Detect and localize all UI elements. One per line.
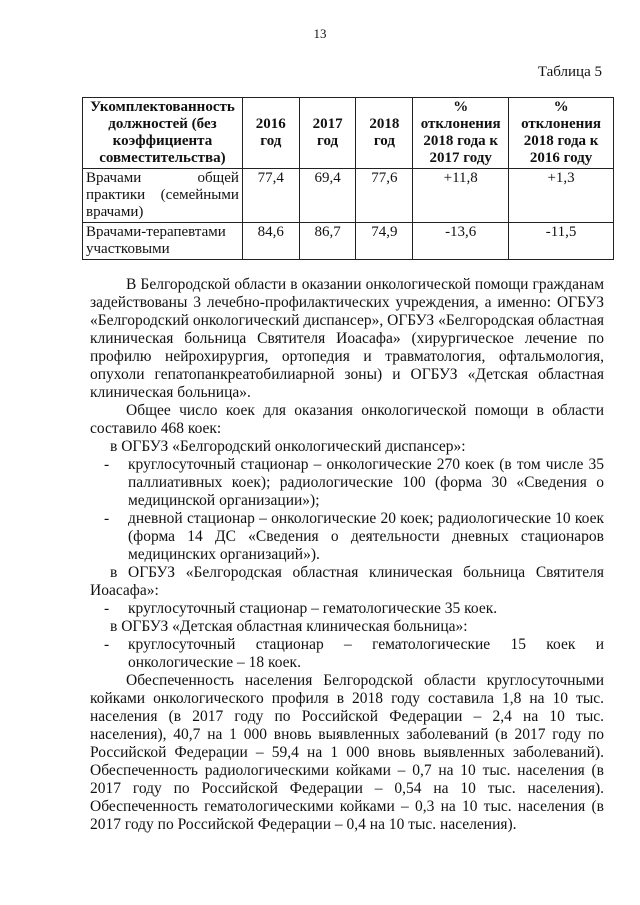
header-cell-2018: 2018 год bbox=[356, 98, 413, 169]
list-item-text: круглосуточный стационар – гематологические 15 коек и онкологические – 18 коек. bbox=[128, 636, 604, 671]
table-cell: 69,4 bbox=[299, 169, 356, 223]
header-cell-deviation-2017: % отклонения 2018 года к 2017 году bbox=[413, 98, 509, 169]
list-item bbox=[90, 636, 604, 672]
list-item bbox=[90, 600, 604, 618]
table-row bbox=[83, 169, 614, 223]
list-item-text: дневной стационар – онкологические 20 коек; радиологические 10 коек (форма 14 ДС «Сведения о деятельности дневных стационаров медицинских организаций»). bbox=[128, 510, 604, 563]
body-text bbox=[90, 276, 604, 834]
table-cell: 84,6 bbox=[242, 223, 299, 260]
table-cell: -13,6 bbox=[413, 223, 509, 260]
table-caption: Таблица 5 bbox=[537, 64, 602, 80]
list-dash: - bbox=[104, 600, 110, 617]
page-number: 13 bbox=[313, 26, 327, 41]
org-heading-childrens-hospital: в ОГБУЗ «Детская областная клиническая больница»: bbox=[110, 618, 468, 635]
header-cell-position: Укомплектованность должностей (без коэффициента совместительства) bbox=[83, 98, 243, 169]
org-heading-regional-hospital: в ОГБУЗ «Белгородская областная клиническая больница Святителя Иоасафа»: bbox=[90, 564, 604, 599]
list-item bbox=[90, 456, 604, 510]
paragraph-total-beds: Общее число коек для оказания онкологической помощи в области составило 468 коек: bbox=[90, 402, 604, 437]
table-cell-label: Врачами общей практики (семейными врачами) bbox=[83, 169, 243, 223]
list-dash: - bbox=[104, 456, 110, 473]
header-cell-deviation-2016: % отклонения 2018 года к 2016 году bbox=[509, 98, 614, 169]
table-cell: +1,3 bbox=[509, 169, 614, 223]
org-heading-oncology-dispensary: в ОГБУЗ «Белгородский онкологический диспансер»: bbox=[110, 438, 466, 455]
table-cell: -11,5 bbox=[509, 223, 614, 260]
table-cell-label: Врачами-терапевтами участковыми bbox=[83, 223, 243, 260]
table-cell: 74,9 bbox=[356, 223, 413, 260]
staffing-table bbox=[82, 97, 614, 260]
table-cell: 77,4 bbox=[242, 169, 299, 223]
header-cell-2016: 2016 год bbox=[242, 98, 299, 169]
table-row bbox=[83, 223, 614, 260]
list-item-text: круглосуточный стационар – онкологические 270 коек (в том числе 35 паллиативных коек); радиологические 100 (форма 30 «Сведения о медицинской организации»); bbox=[128, 456, 604, 509]
list-item bbox=[90, 510, 604, 564]
list-item-text: круглосуточный стационар – гематологические 35 коек. bbox=[128, 600, 498, 617]
table-header-row bbox=[83, 98, 614, 169]
paragraph-oncology-institutions: В Белгородской области в оказании онкологической помощи гражданам задействованы 3 лечебно-профилактических учреждения, а именно: ОГБУЗ «Белгородский онкологический диспансер», ОГБУЗ «Белгородская областная клиническая больница Святителя Иоасафа» (хирургическое лечение по профилю нейрохирургия, ортопедия и травматология, офтальмология, опухоли гепатопанкреатобилиарной зоны) и ОГБУЗ «Детская областная клиническая больница». bbox=[90, 276, 604, 401]
list-dash: - bbox=[104, 510, 110, 527]
table-cell: 86,7 bbox=[299, 223, 356, 260]
paragraph-bed-provision: Обеспеченность населения Белгородской области круглосуточными койками онкологического профиля в 2018 году составила 1,8 на 10 тыс. населения (в 2017 году по Российской Федерации – 2,4 на 10 тыс. населения), 40,7 на 1 000 вновь выявленных заболеваний (в 2017 году по Российской Федерации – 59,4 на 1 000 вновь выявленных заболеваний). Обеспеченность радиологическими койками – 0,7 на 10 тыс. населения (в 2017 году по Российской Федерации – 0,54 на 10 тыс. населения). Обеспеченность гематологическими койками – 0,3 на 10 тыс. населения (в 2017 году по Российской Федерации – 0,4 на 10 тыс. населения). bbox=[90, 672, 604, 833]
header-cell-2017: 2017 год bbox=[299, 98, 356, 169]
table-cell: +11,8 bbox=[413, 169, 509, 223]
table-cell: 77,6 bbox=[356, 169, 413, 223]
list-dash: - bbox=[104, 636, 110, 653]
